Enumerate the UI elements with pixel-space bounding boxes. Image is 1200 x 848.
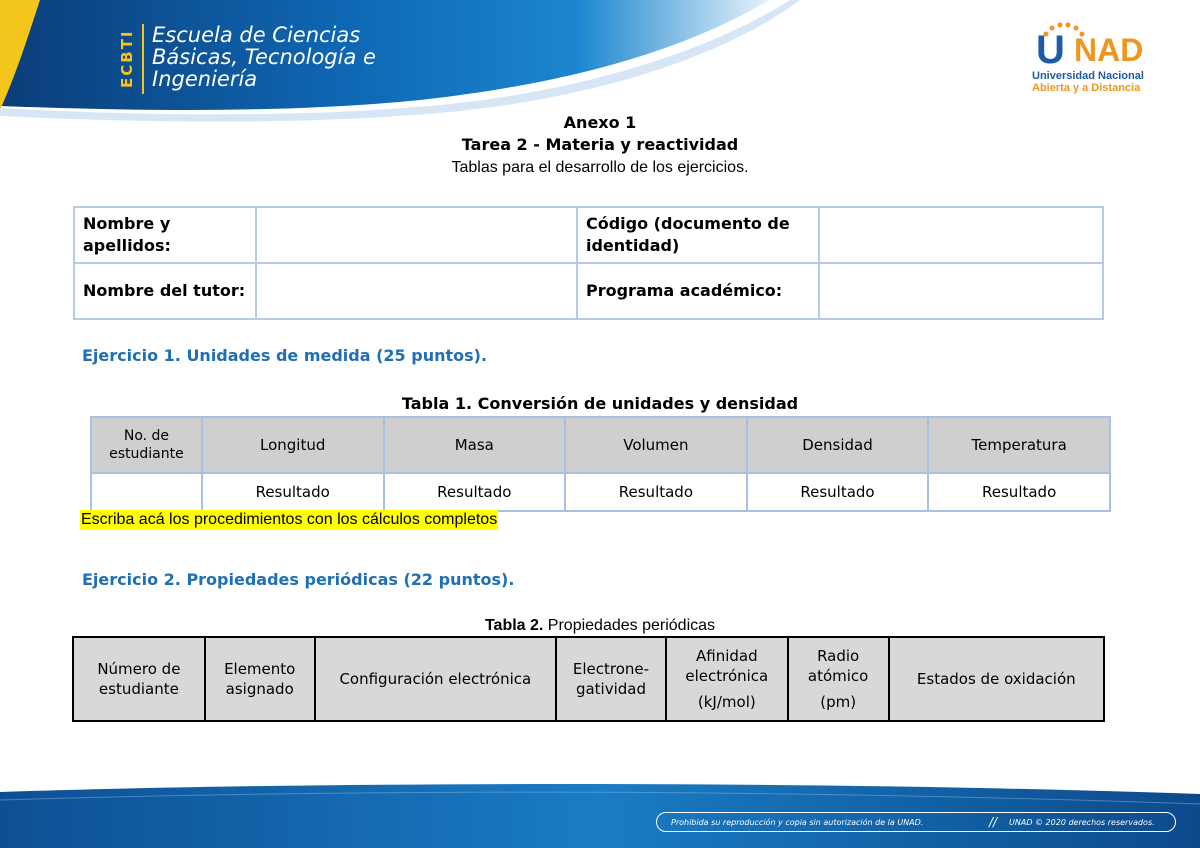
header-student-line-2: estudiante [98,680,179,698]
tutor-field[interactable] [256,263,577,319]
logo-letter-u: U [1036,28,1065,72]
branding-divider [142,24,144,94]
header-length: Longitud [202,417,384,473]
header-student-number [73,637,205,721]
header-temperature: Temperatura [928,417,1110,473]
header-electron-config: Configuración electrónica [315,637,556,721]
procedure-instruction[interactable]: Escriba acá los procedimientos con los cálculos completos [81,511,498,528]
header-electroneg-line-2: gatividad [575,680,646,698]
mass-result-cell[interactable]: Resultado [384,473,566,511]
table-1-caption: Tabla 1. Conversión de unidades y densidad [401,394,799,413]
header-radius-unit: (pm) [820,693,857,711]
code-field[interactable] [819,207,1103,263]
table-2 [72,636,1105,722]
table-row [74,263,1103,319]
program-field[interactable] [819,263,1103,319]
header-student-number: No. de estudiante [91,417,202,473]
annex-title: Anexo 1 [563,113,637,132]
exercise-1-heading: Ejercicio 1. Unidades de medida (25 puntos). [82,346,488,365]
table-row [91,473,1110,511]
header-oxidation-states: Estados de oxidación [889,637,1104,721]
header-radius-line-1: Radio [817,647,860,665]
program-label: Programa académico: [577,263,819,319]
header-atomic-radius [788,637,889,721]
footer-reproduction-notice: Prohibida su reproducción y copia sin autorización de la UNAD. [671,817,924,827]
header-electroneg-line-1: Electrone- [572,660,650,678]
volume-result-cell[interactable]: Resultado [565,473,747,511]
document-subtitle: Tablas para el desarrollo de los ejercicios. [451,159,749,176]
exercise-2-heading: Ejercicio 2. Propiedades periódicas (22 puntos). [82,570,515,589]
footer-separator-icon: // [989,815,998,829]
table-2-caption-label: Tabla 2. [484,617,544,634]
school-name [152,24,376,90]
header-element-line-1: Elemento [224,660,296,678]
header-electron-affinity [666,637,788,721]
student-info-table [73,206,1104,320]
header-affinity-unit: (kJ/mol) [697,693,756,711]
header-student-line-1: Número de [97,660,181,678]
tutor-label: Nombre del tutor: [74,263,256,319]
task-title: Tarea 2 - Materia y reactividad [461,135,739,154]
logo-line-2: Abierta y a Distancia [1032,82,1141,94]
ecbti-label: ECBTI [118,29,136,89]
header-radius-line-2: atómico [807,667,869,685]
unad-logo [1032,20,1162,94]
header-volume: Volumen [565,417,747,473]
logo-letters-nad: NAD [1074,32,1144,68]
school-name-line-2: Básicas, Tecnología e [152,45,376,69]
density-result-cell[interactable]: Resultado [747,473,929,511]
header-element-line-2: asignado [225,680,294,698]
header-assigned-element [205,637,315,721]
name-label: Nombre y apellidos: [74,207,256,263]
school-name-line-3: Ingeniería [152,67,258,91]
name-field[interactable] [256,207,577,263]
document-titles [0,112,1200,180]
table-2-caption [0,617,1200,635]
header-affinity-line-2: electrónica [685,667,769,685]
footer-copyright: UNAD © 2020 derechos reservados. [1009,817,1155,827]
header-electronegativity [556,637,666,721]
header-density: Densidad [747,417,929,473]
school-name-line-1: Escuela de Ciencias [152,23,361,47]
school-branding [118,24,376,94]
header-mass: Masa [384,417,566,473]
student-number-cell[interactable] [91,473,202,511]
header-affinity-line-1: Afinidad [696,647,758,665]
table-2-caption-text: Propiedades periódicas [543,617,716,634]
table-row [74,207,1103,263]
logo-line-1: Universidad Nacional [1032,70,1144,82]
table-header-row [73,637,1104,721]
temperature-result-cell[interactable]: Resultado [928,473,1110,511]
footer-notice [656,812,1176,832]
table-header-row [91,417,1110,473]
table-1 [90,416,1111,512]
code-label: Código (documento de identidad) [577,207,819,263]
length-result-cell[interactable]: Resultado [202,473,384,511]
